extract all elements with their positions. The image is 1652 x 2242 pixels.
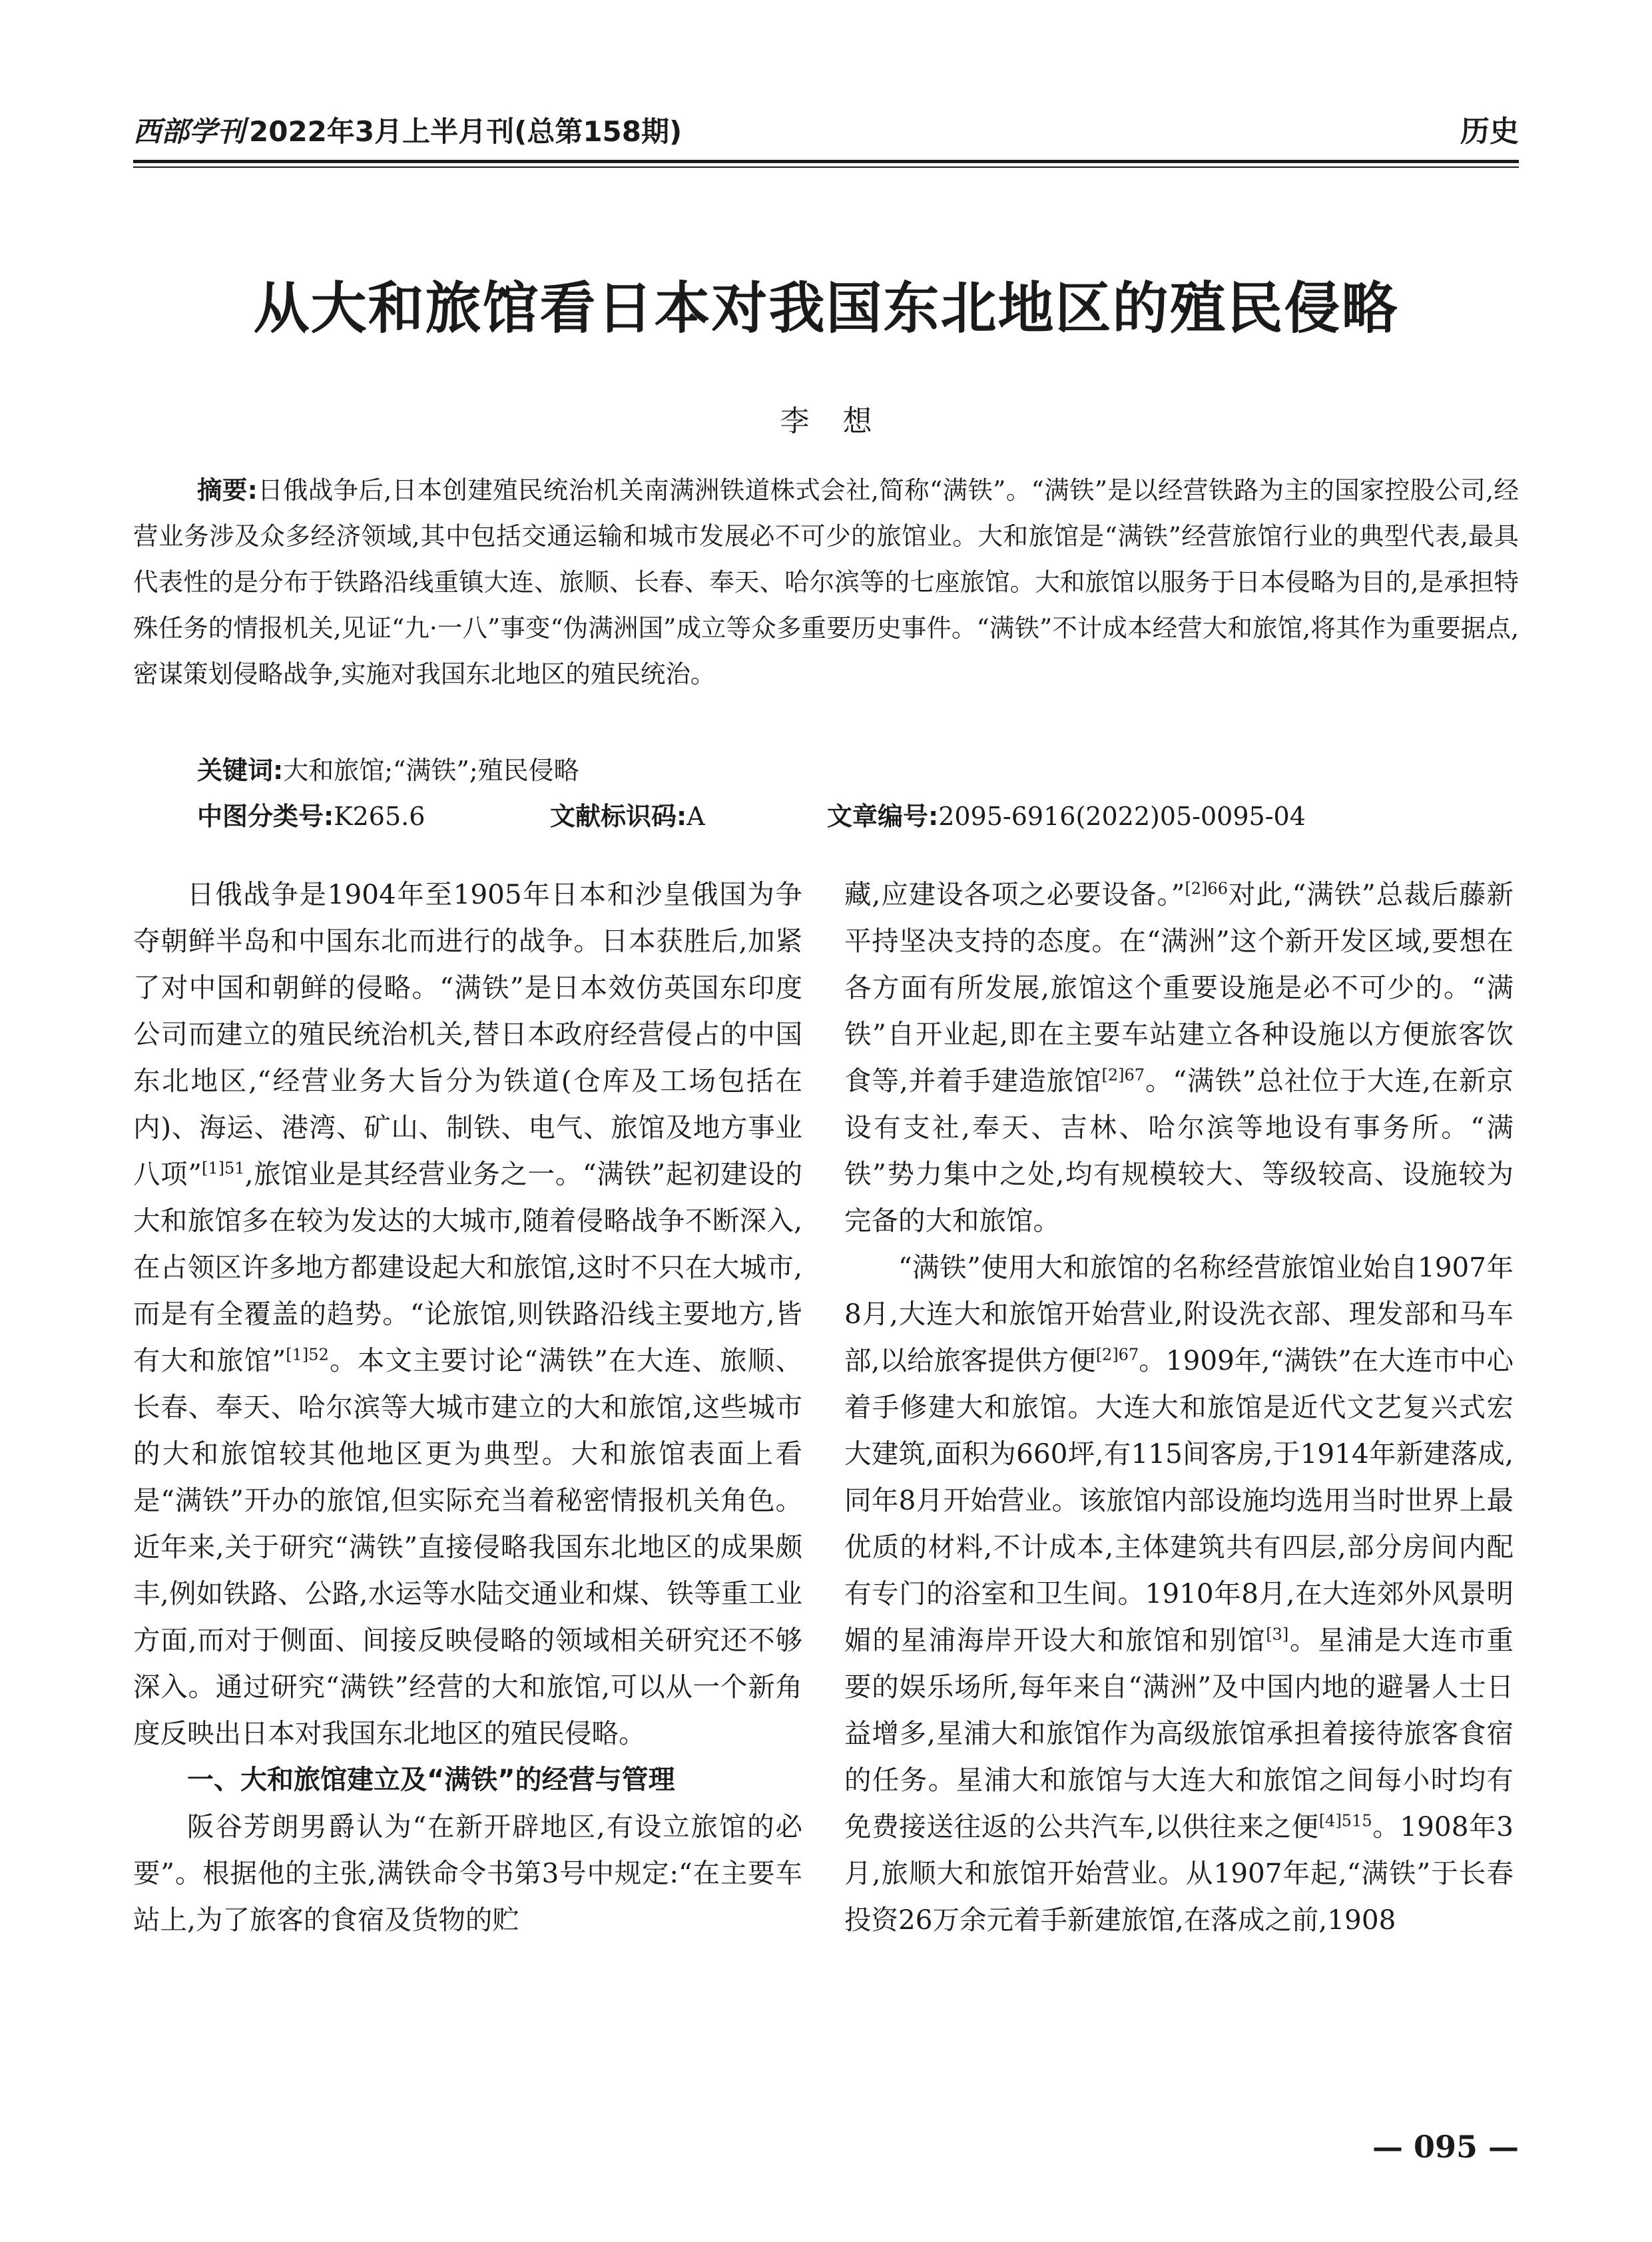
citation: [1]51: [202, 1159, 245, 1178]
article-title: 从大和旅馆看日本对我国东北地区的殖民侵略: [253, 275, 1399, 341]
article-number: [827, 794, 1306, 840]
running-header: [133, 115, 1519, 157]
article-label: 文章编号:: [827, 802, 939, 831]
section-label: 历史: [1460, 115, 1519, 148]
citation: [2]67: [1095, 1345, 1139, 1364]
text-run: 。星浦是大连市重要的娱乐场所,每年来自“满洲”及中国内地的避暑人士日益增多,星浦大和旅馆作为高级旅馆承担着接待旅客食宿的任务。星浦大和旅馆与大连大和旅馆之间每小时均有免费接送往返的公共汽车,以供往来之便: [844, 1624, 1514, 1842]
text-run: 。“满铁”总社位于大连,在新京设有支社,奉天、吉林、哈尔滨等地设有事务所。“满铁”势力集中之处,均有规模较大、等级较高、设施较为完备的大和旅馆。: [844, 1065, 1514, 1237]
text-run: 。1909年,“满铁”在大连市中心着手修建大和旅馆。大连大和旅馆是近代文艺复兴式宏大建筑,面积为660坪,有115间客房,于1914年新建落成,同年8月开始营业。该旅馆内部设施均选用当时世界上最优质的材料,不计成本,主体建筑共有四层,部分房间内配有专门的浴室和卫生间。1910年8月,在大连郊外风景明媚的星浦海岸开设大和旅馆和别馆: [844, 1344, 1514, 1656]
abstract-text: 日俄战争后,日本创建殖民统治机关南满洲铁道株式会社,简称“满铁”。“满铁”是以经营铁路为主的国家控股公司,经营业务涉及众多经济领域,其中包括交通运输和城市发展必不可少的旅馆业。大和旅馆是“满铁”经营旅馆行业的典型代表,最具代表性的是分布于铁路沿线重镇大连、旅顺、长春、奉天、哈尔滨等的七座旅馆。大和旅馆以服务于日本侵略为目的,是承担特殊任务的情报机关,见证“九·一八”事变“伪满洲国”成立等众多重要历史事件。“满铁”不计成本经营大和旅馆,将其作为重要据点,密谋策划侵略战争,实施对我国东北地区的殖民统治。: [133, 475, 1519, 689]
paragraph: [844, 871, 1514, 1244]
citation: [2]67: [1101, 1065, 1145, 1085]
clc-label: 中图分类号:: [197, 802, 334, 831]
text-run: 。本文主要讨论“满铁”在大连、旅顺、长春、奉天、哈尔滨等大城市建立的大和旅馆,这些城市的大和旅馆较其他地区更为典型。大和旅馆表面上看是“满铁”开办的旅馆,但实际充当着秘密情报机关角色。近年来,关于研究“满铁”直接侵略我国东北地区的成果颇丰,例如铁路、公路,水运等水陆交通业和煤、铁等重工业方面,而对于侧面、间接反映侵略的领域相关研究还不够深入。通过研究“满铁”经营的大和旅馆,可以从一个新角度反映出日本对我国东北地区的殖民侵略。: [133, 1344, 802, 1749]
clc-value: K265.6: [334, 802, 425, 831]
author-name: 李想: [780, 404, 906, 438]
doc-label: 文献标识码:: [550, 802, 687, 831]
doc-value: A: [687, 802, 705, 831]
header-rule-thin: [133, 166, 1519, 168]
text-run: 日俄战争是1904年至1905年日本和沙皇俄国为争夺朝鲜半岛和中国东北而进行的战争。日本获胜后,加紧了对中国和朝鲜的侵略。“满铁”是日本效仿英国东印度公司而建立的殖民统治机关,替日本政府经营侵占的中国东北地区,“经营业务大旨分为铁道(仓库及工场包括在内)、海运、港湾、矿山、制铁、电气、旅馆及地方事业八项”: [133, 878, 802, 1190]
journal-issue: 2022年3月上半月刊(总第158期): [249, 115, 683, 148]
paragraph: [133, 871, 802, 1757]
text-run: “满铁”使用大和旅馆的名称经营旅馆业始自1907年8月,大连大和旅馆开始营业,附设洗衣部、理发部和马车部,以给旅客提供方便: [844, 1251, 1514, 1376]
clc-number: [197, 794, 425, 840]
text-run: ,旅馆业是其经营业务之一。“满铁”起初建设的大和旅馆多在较为发达的大城市,随着侵略战争不断深入,在占领区许多地方都建设起大和旅馆,这时不只在大城市,而是有全覆盖的趋势。“论旅馆,则铁路沿线主要地方,皆有大和旅馆”: [133, 1158, 802, 1376]
keywords-text: 大和旅馆;“满铁”;殖民侵略: [283, 756, 579, 785]
abstract-label: 摘要:: [197, 475, 258, 505]
paragraph: [844, 1244, 1514, 1943]
citation: [1]52: [286, 1345, 329, 1364]
page-number: — 095 —: [1372, 2129, 1519, 2165]
abstract: [133, 467, 1519, 697]
text-run: 。1908年3月,旅顺大和旅馆开始营业。从1907年起,“满铁”于长春投资26万余元着手新建旅馆,在落成之前,1908: [844, 1811, 1514, 1936]
citation: [4]515: [1318, 1811, 1372, 1830]
citation: [2]66: [1185, 879, 1228, 898]
journal-logo: 西部学刊: [133, 115, 246, 148]
citation: [3]: [1266, 1625, 1289, 1644]
paragraph: 阪谷芳朗男爵认为“在新开辟地区,有设立旅馆的必要”。根据他的主张,满铁命令书第3号中规定:“在主要车站上,为了旅客的食宿及货物的贮: [133, 1811, 802, 1936]
section-heading-1: 一、大和旅馆建立及“满铁”的经营与管理: [187, 1765, 675, 1795]
journal-info: [133, 115, 682, 149]
body-column-left: [133, 871, 802, 1943]
article-value: 2095-6916(2022)05-0095-04: [938, 802, 1306, 831]
document-code: [550, 794, 705, 840]
text-run: 藏,应建设各项之必要设备。”: [844, 878, 1185, 910]
text-run: 对此,“满铁”总裁后藤新平持坚决支持的态度。在“满洲”这个新开发区域,要想在各方面有所发展,旅馆这个重要设施是必不可少的。“满铁”自开业起,即在主要车站建立各种设施以方便旅客饮食等,并着手建造旅馆: [844, 878, 1514, 1097]
header-rule: [133, 160, 1519, 163]
keywords-label: 关键词:: [197, 756, 284, 785]
keywords: [197, 748, 579, 794]
body-column-right: [844, 871, 1514, 1943]
